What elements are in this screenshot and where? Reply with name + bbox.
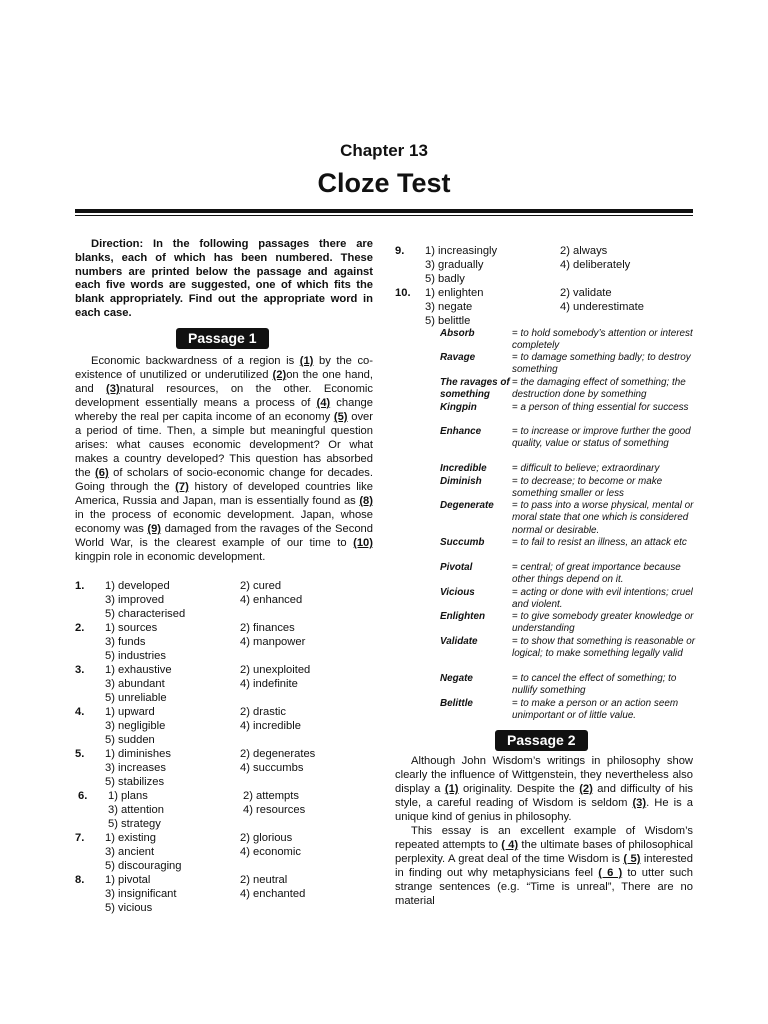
blank-number: (7) [175, 481, 189, 493]
glossary-definition-text: to increase or improve further the good quality, value or status of something [512, 426, 691, 450]
glossary-word: Validate [440, 636, 478, 647]
passage-text-segment: history of developed countries like America, Russia and Japan, man is essentially found as [75, 481, 373, 507]
glossary-definition-text: to hold somebody’s attention or interest completely [512, 328, 693, 352]
glossary-definition-text: to make a person or an action seem unimportant or of little value. [512, 698, 679, 722]
passage-1-text [75, 354, 373, 564]
answer-option: 1) diminishes [105, 748, 171, 760]
question-item [75, 621, 375, 665]
glossary-definition-text: difficult to believe; extraordinary [520, 463, 660, 474]
equals-sign: = [512, 500, 521, 511]
glossary-definition-text: to damage something badly; to destroy something [512, 352, 691, 376]
answer-option: 1) sources [105, 622, 158, 634]
answer-option: 2) attempts [243, 790, 299, 802]
answer-option: 3) insignificant [105, 888, 177, 900]
question-number: 7. [75, 832, 85, 844]
passage-text-segment: This essay is an excellent example of Wisdom’s repeated attempts to [395, 825, 693, 851]
answer-option: 5) sudden [105, 734, 155, 746]
glossary-word: Kingpin [440, 402, 477, 413]
passage-text-segment: kingpin role in economic development. [75, 551, 266, 563]
glossary-word: Negate [440, 673, 473, 684]
answer-option: 2) validate [560, 287, 612, 299]
passage-2-paragraph [395, 824, 693, 908]
chapter-number: Chapter 13 [340, 141, 428, 160]
passage-text-segment: change whereby the real per capita income of an economy [75, 397, 374, 423]
answer-option: 4) economic [240, 846, 301, 858]
glossary-definition [512, 562, 698, 587]
answer-option: 2) unexploited [240, 664, 311, 676]
glossary-definition [512, 352, 698, 377]
blank-number: (4) [316, 397, 331, 409]
answer-option: 3) negate [425, 301, 473, 313]
blank-number: (1) [299, 355, 314, 367]
glossary-definition [512, 476, 698, 501]
answer-option: 4) incredible [240, 720, 301, 732]
answer-option: 1) increasingly [425, 245, 498, 257]
blank-number: (1) [444, 783, 459, 795]
glossary-word: Enlighten [440, 611, 485, 622]
equals-sign: = [512, 636, 521, 647]
answer-option: 4) enhanced [240, 594, 303, 606]
answer-option: 1) developed [105, 580, 170, 592]
question-number: 3. [75, 664, 85, 676]
glossary-definition-text: to fail to resist an illness, an attack etc [520, 537, 687, 548]
glossary-word: Pivotal [440, 562, 473, 573]
glossary-word: Succumb [440, 537, 485, 548]
passage-text-segment: and difficulty of his style, a careful reading of Wisdom is seldom [395, 783, 693, 809]
answer-option: 2) always [560, 245, 608, 257]
glossary-definition [512, 402, 698, 414]
blank-number: ( 4) [501, 839, 519, 851]
passage-text-segment: over a period of time. Then, a simple but meaningful question arises: what causes economic development? Or what makes a country developed? This question has absorbed the [75, 411, 373, 479]
answer-option: 5) strategy [108, 818, 161, 830]
glossary-definition [512, 463, 698, 475]
glossary-word: Ravage [440, 352, 476, 363]
blank-number: ( 6 ) [598, 867, 623, 879]
answer-option: 3) gradually [425, 259, 484, 271]
question-number: 2. [75, 622, 85, 634]
question-item [75, 579, 375, 623]
passage-text-segment: the ultimate bases of philosophical perplexity. A great deal of the time Wisdom is [395, 839, 694, 865]
question-item [75, 747, 375, 791]
answer-option: 4) enchanted [240, 888, 306, 900]
answer-option: 1) plans [108, 790, 148, 802]
glossary-word: Degenerate [440, 500, 494, 511]
answer-option: 5) discouraging [105, 860, 182, 872]
direction-text: Direction: In the following passages there are blanks, each of which has been numbered. These numbers are printed below the passage and against each five words are suggested, one of which fits the blank appropriately. Find out the appropriate word in each case. [75, 238, 373, 319]
equals-sign: = [512, 352, 521, 363]
glossary-definition-text: the damaging effect of something; the destruction done by something [512, 377, 686, 401]
equals-sign: = [512, 476, 521, 487]
answer-option: 1) exhaustive [105, 664, 172, 676]
glossary-definition-text: central; of great importance because other things depend on it. [512, 562, 681, 586]
passage-text-segment: natural resources, on the other. Economic development essentially means a process of [75, 383, 373, 409]
blank-number: (8) [359, 495, 373, 507]
answer-option: 1) enlighten [425, 287, 484, 299]
answer-option: 4) succumbs [240, 762, 304, 774]
blank-number: (5) [333, 411, 348, 423]
glossary-definition [512, 636, 698, 661]
answer-option: 5) stabilizes [105, 776, 165, 788]
blank-number: (3) [632, 797, 647, 809]
equals-sign: = [512, 562, 521, 573]
blank-number: ( 5) [623, 853, 641, 865]
question-item [395, 286, 695, 330]
equals-sign: = [512, 611, 521, 622]
answer-option: 1) upward [105, 706, 155, 718]
glossary-definition [512, 426, 698, 451]
blank-number: (6) [95, 467, 109, 479]
answer-option: 4) indefinite [240, 678, 298, 690]
title-rule-thick [75, 209, 693, 213]
glossary-word: Vicious [440, 587, 475, 598]
passage-text-segment: Although John Wisdom’s writings in philosophy show clearly the influence of Wittgenstein, they nevertheless also display a [395, 755, 693, 795]
question-number: 9. [395, 245, 405, 257]
equals-sign: = [512, 328, 521, 339]
glossary-word: Diminish [440, 476, 482, 487]
glossary-definition [512, 328, 698, 353]
equals-sign: = [512, 402, 521, 413]
glossary-word: The ravages of something [440, 377, 510, 401]
blank-number: (2) [272, 369, 287, 381]
blank-number: (3) [106, 383, 120, 395]
blank-number: (10) [353, 537, 373, 549]
passage-2-label: Passage 2 [495, 730, 588, 751]
passage-text-segment: to utter such strange sentences (e.g. “Time is unreal”, There are no material [395, 867, 693, 907]
question-number: 6. [78, 790, 88, 802]
answer-option: 5) characterised [105, 608, 186, 620]
answer-option: 2) drastic [240, 706, 287, 718]
question-item [75, 873, 375, 917]
answer-option: 2) finances [240, 622, 295, 634]
glossary-definition-text: to give somebody greater knowledge or understanding [512, 611, 694, 635]
chapter-title: Cloze Test [317, 168, 451, 198]
passage-text-segment: by the co-existence of unutilized or underutilized [75, 355, 374, 381]
question-item [75, 831, 375, 875]
glossary-definition [512, 377, 698, 402]
glossary-definition-text: to pass into a worse physical, mental or moral state that one which is considered normal or desirable. [512, 500, 694, 536]
passage-text-segment: on the one hand, and [75, 369, 373, 395]
equals-sign: = [512, 463, 521, 474]
answer-option: 3) increases [105, 762, 166, 774]
answer-option: 1) existing [105, 832, 156, 844]
answer-option: 3) ancient [105, 846, 155, 858]
answer-option: 4) manpower [240, 636, 306, 648]
glossary-word: Absorb [440, 328, 475, 339]
answer-option: 3) abundant [105, 678, 165, 690]
question-number: 10. [395, 287, 411, 299]
answer-option: 5) belittle [425, 315, 471, 327]
answer-option: 3) funds [105, 636, 146, 648]
passage-1-label: Passage 1 [176, 328, 269, 349]
passage-2-paragraph [395, 754, 693, 824]
answer-option: 5) vicious [105, 902, 153, 914]
glossary-word: Incredible [440, 463, 487, 474]
passage-text-segment: . He is a unique kind of genius in philosophy. [395, 797, 693, 823]
question-number: 4. [75, 706, 85, 718]
equals-sign: = [512, 377, 521, 388]
glossary-definition-text: to cancel the effect of something; to nullify something [512, 673, 677, 697]
glossary-definition [512, 673, 698, 698]
glossary-definition [512, 500, 698, 537]
glossary-definition [512, 698, 698, 723]
question-item [75, 663, 375, 707]
title-rule-thin [75, 215, 693, 216]
answer-option: 4) deliberately [560, 259, 631, 271]
equals-sign: = [512, 673, 521, 684]
glossary-word: Belittle [440, 698, 473, 709]
equals-sign: = [512, 537, 521, 548]
answer-option: 5) badly [425, 273, 465, 285]
question-item [395, 244, 695, 288]
answer-option: 2) cured [240, 580, 282, 592]
answer-option: 5) unreliable [105, 692, 167, 704]
equals-sign: = [512, 587, 521, 598]
blank-number: (9) [147, 523, 162, 535]
answer-option: 3) negligible [105, 720, 166, 732]
equals-sign: = [512, 426, 521, 437]
equals-sign: = [512, 698, 521, 709]
question-item [75, 705, 375, 749]
passage-text-segment: Economic backwardness of a region is [91, 355, 300, 367]
question-number: 5. [75, 748, 85, 760]
glossary-definition-text: a person of thing essential for success [520, 402, 689, 413]
answer-option: 4) resources [243, 804, 306, 816]
question-number: 8. [75, 874, 85, 886]
passage-text-segment: of scholars of socio-economic change for decades. Going through the [75, 467, 373, 493]
answer-option: 2) neutral [240, 874, 288, 886]
answer-option: 2) degenerates [240, 748, 316, 760]
glossary-definition [512, 611, 698, 636]
answer-option: 3) improved [105, 594, 165, 606]
glossary-word: Enhance [440, 426, 482, 437]
passage-text-segment: interested in finding out why metaphysicians feel [395, 853, 694, 879]
question-number: 1. [75, 580, 85, 592]
passage-2-text [395, 754, 693, 908]
answer-option: 5) industries [105, 650, 166, 662]
passage-text-segment: damaged from the ravages of the Second World War, is the clearest example of our time to [75, 523, 373, 549]
answer-option: 1) pivotal [105, 874, 151, 886]
passage-text-segment: in the process of economic development. Japan, whose economy was [75, 509, 373, 535]
glossary-definition-text: acting or done with evil intentions; cruel and violent. [512, 587, 693, 611]
question-item [78, 789, 378, 833]
blank-number: (2) [579, 783, 593, 795]
glossary-definition [512, 587, 698, 612]
answer-option: 4) underestimate [560, 301, 644, 313]
glossary-definition-text: to decrease; to become or make something smaller or less [512, 476, 663, 500]
glossary-definition [512, 537, 698, 549]
glossary-definition-text: to show that something is reasonable or logical; to make something legally valid [512, 636, 696, 660]
answer-option: 3) attention [108, 804, 164, 816]
answer-option: 2) glorious [240, 832, 293, 844]
passage-text-segment: originality. Despite the [458, 783, 580, 795]
